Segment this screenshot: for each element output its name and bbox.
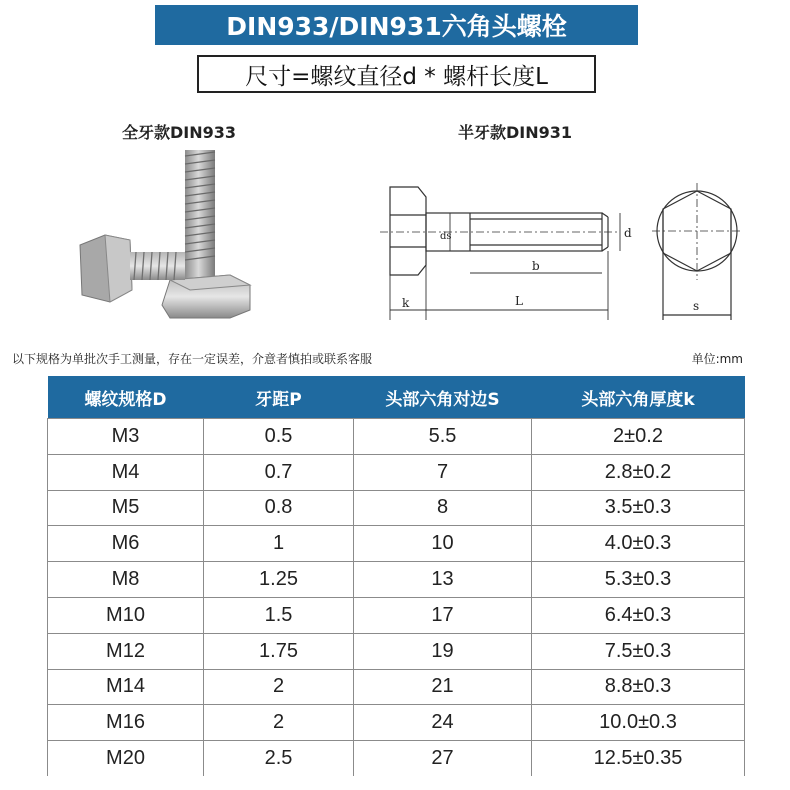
d-label: d: [624, 226, 632, 240]
cell-pitch: 2.5: [204, 741, 354, 776]
table-row: [48, 490, 745, 526]
cell-thread: M12: [48, 633, 204, 669]
cell-across-flats: 24: [354, 705, 532, 741]
cell-head-thickness: 2±0.2: [532, 419, 745, 455]
cell-across-flats: 13: [354, 562, 532, 598]
table-row: [48, 597, 745, 633]
cell-pitch: 1.25: [204, 562, 354, 598]
table-row: [48, 705, 745, 741]
cell-head-thickness: 7.5±0.3: [532, 633, 745, 669]
cell-pitch: 0.5: [204, 419, 354, 455]
cell-thread: M6: [48, 526, 204, 562]
cell-head-thickness: 12.5±0.35: [532, 741, 745, 776]
table-row: [48, 454, 745, 490]
cell-head-thickness: 4.0±0.3: [532, 526, 745, 562]
cell-pitch: 0.8: [204, 490, 354, 526]
cell-across-flats: 19: [354, 633, 532, 669]
cell-across-flats: 7: [354, 454, 532, 490]
cell-head-thickness: 2.8±0.2: [532, 454, 745, 490]
header-across-flats: 头部六角对边S: [354, 376, 532, 419]
b-label: b: [532, 259, 540, 273]
full-thread-label: 全牙款DIN933: [122, 123, 237, 142]
page-title: DIN933/DIN931六角头螺栓: [155, 5, 638, 45]
cell-head-thickness: 3.5±0.3: [532, 490, 745, 526]
cell-thread: M4: [48, 454, 204, 490]
cell-across-flats: 27: [354, 741, 532, 776]
spec-table: [47, 376, 745, 776]
k-label: k: [402, 296, 410, 310]
header-pitch: 牙距P: [204, 376, 354, 419]
cell-head-thickness: 5.3±0.3: [532, 562, 745, 598]
cell-head-thickness: 10.0±0.3: [532, 705, 745, 741]
cell-thread: M20: [48, 741, 204, 776]
table-row: [48, 741, 745, 776]
cell-thread: M14: [48, 669, 204, 705]
cell-across-flats: 21: [354, 669, 532, 705]
half-thread-label: 半牙款DIN931: [458, 123, 573, 142]
cell-pitch: 0.7: [204, 454, 354, 490]
cell-across-flats: 17: [354, 597, 532, 633]
s-label: s: [693, 299, 700, 313]
header-thread-spec: 螺纹规格D: [48, 376, 204, 419]
unit-label: 单位:mm: [691, 352, 743, 366]
table-header-row: [48, 376, 745, 419]
cell-head-thickness: 8.8±0.3: [532, 669, 745, 705]
ds-label: ds: [440, 231, 452, 242]
cell-pitch: 1.5: [204, 597, 354, 633]
table-row: [48, 669, 745, 705]
cell-thread: M16: [48, 705, 204, 741]
measurement-note: 以下规格为单批次手工测量，存在一定误差，介意者慎拍或联系客服: [12, 352, 373, 366]
table-row: [48, 562, 745, 598]
cell-thread: M5: [48, 490, 204, 526]
cell-across-flats: 5.5: [354, 419, 532, 455]
L-label: L: [515, 294, 523, 308]
cell-pitch: 2: [204, 705, 354, 741]
cell-across-flats: 10: [354, 526, 532, 562]
table-row: [48, 526, 745, 562]
cell-thread: M8: [48, 562, 204, 598]
table-row: [48, 419, 745, 455]
size-formula: 尺寸=螺纹直径d * 螺杆长度L: [197, 55, 596, 93]
bolt-technical-drawing: [370, 175, 760, 335]
cell-pitch: 2: [204, 669, 354, 705]
table-row: [48, 633, 745, 669]
cell-pitch: 1.75: [204, 633, 354, 669]
header-head-thickness: 头部六角厚度k: [532, 376, 745, 419]
cell-across-flats: 8: [354, 490, 532, 526]
cell-pitch: 1: [204, 526, 354, 562]
cell-thread: M10: [48, 597, 204, 633]
bolt-photo: [70, 140, 280, 325]
cell-thread: M3: [48, 419, 204, 455]
cell-head-thickness: 6.4±0.3: [532, 597, 745, 633]
